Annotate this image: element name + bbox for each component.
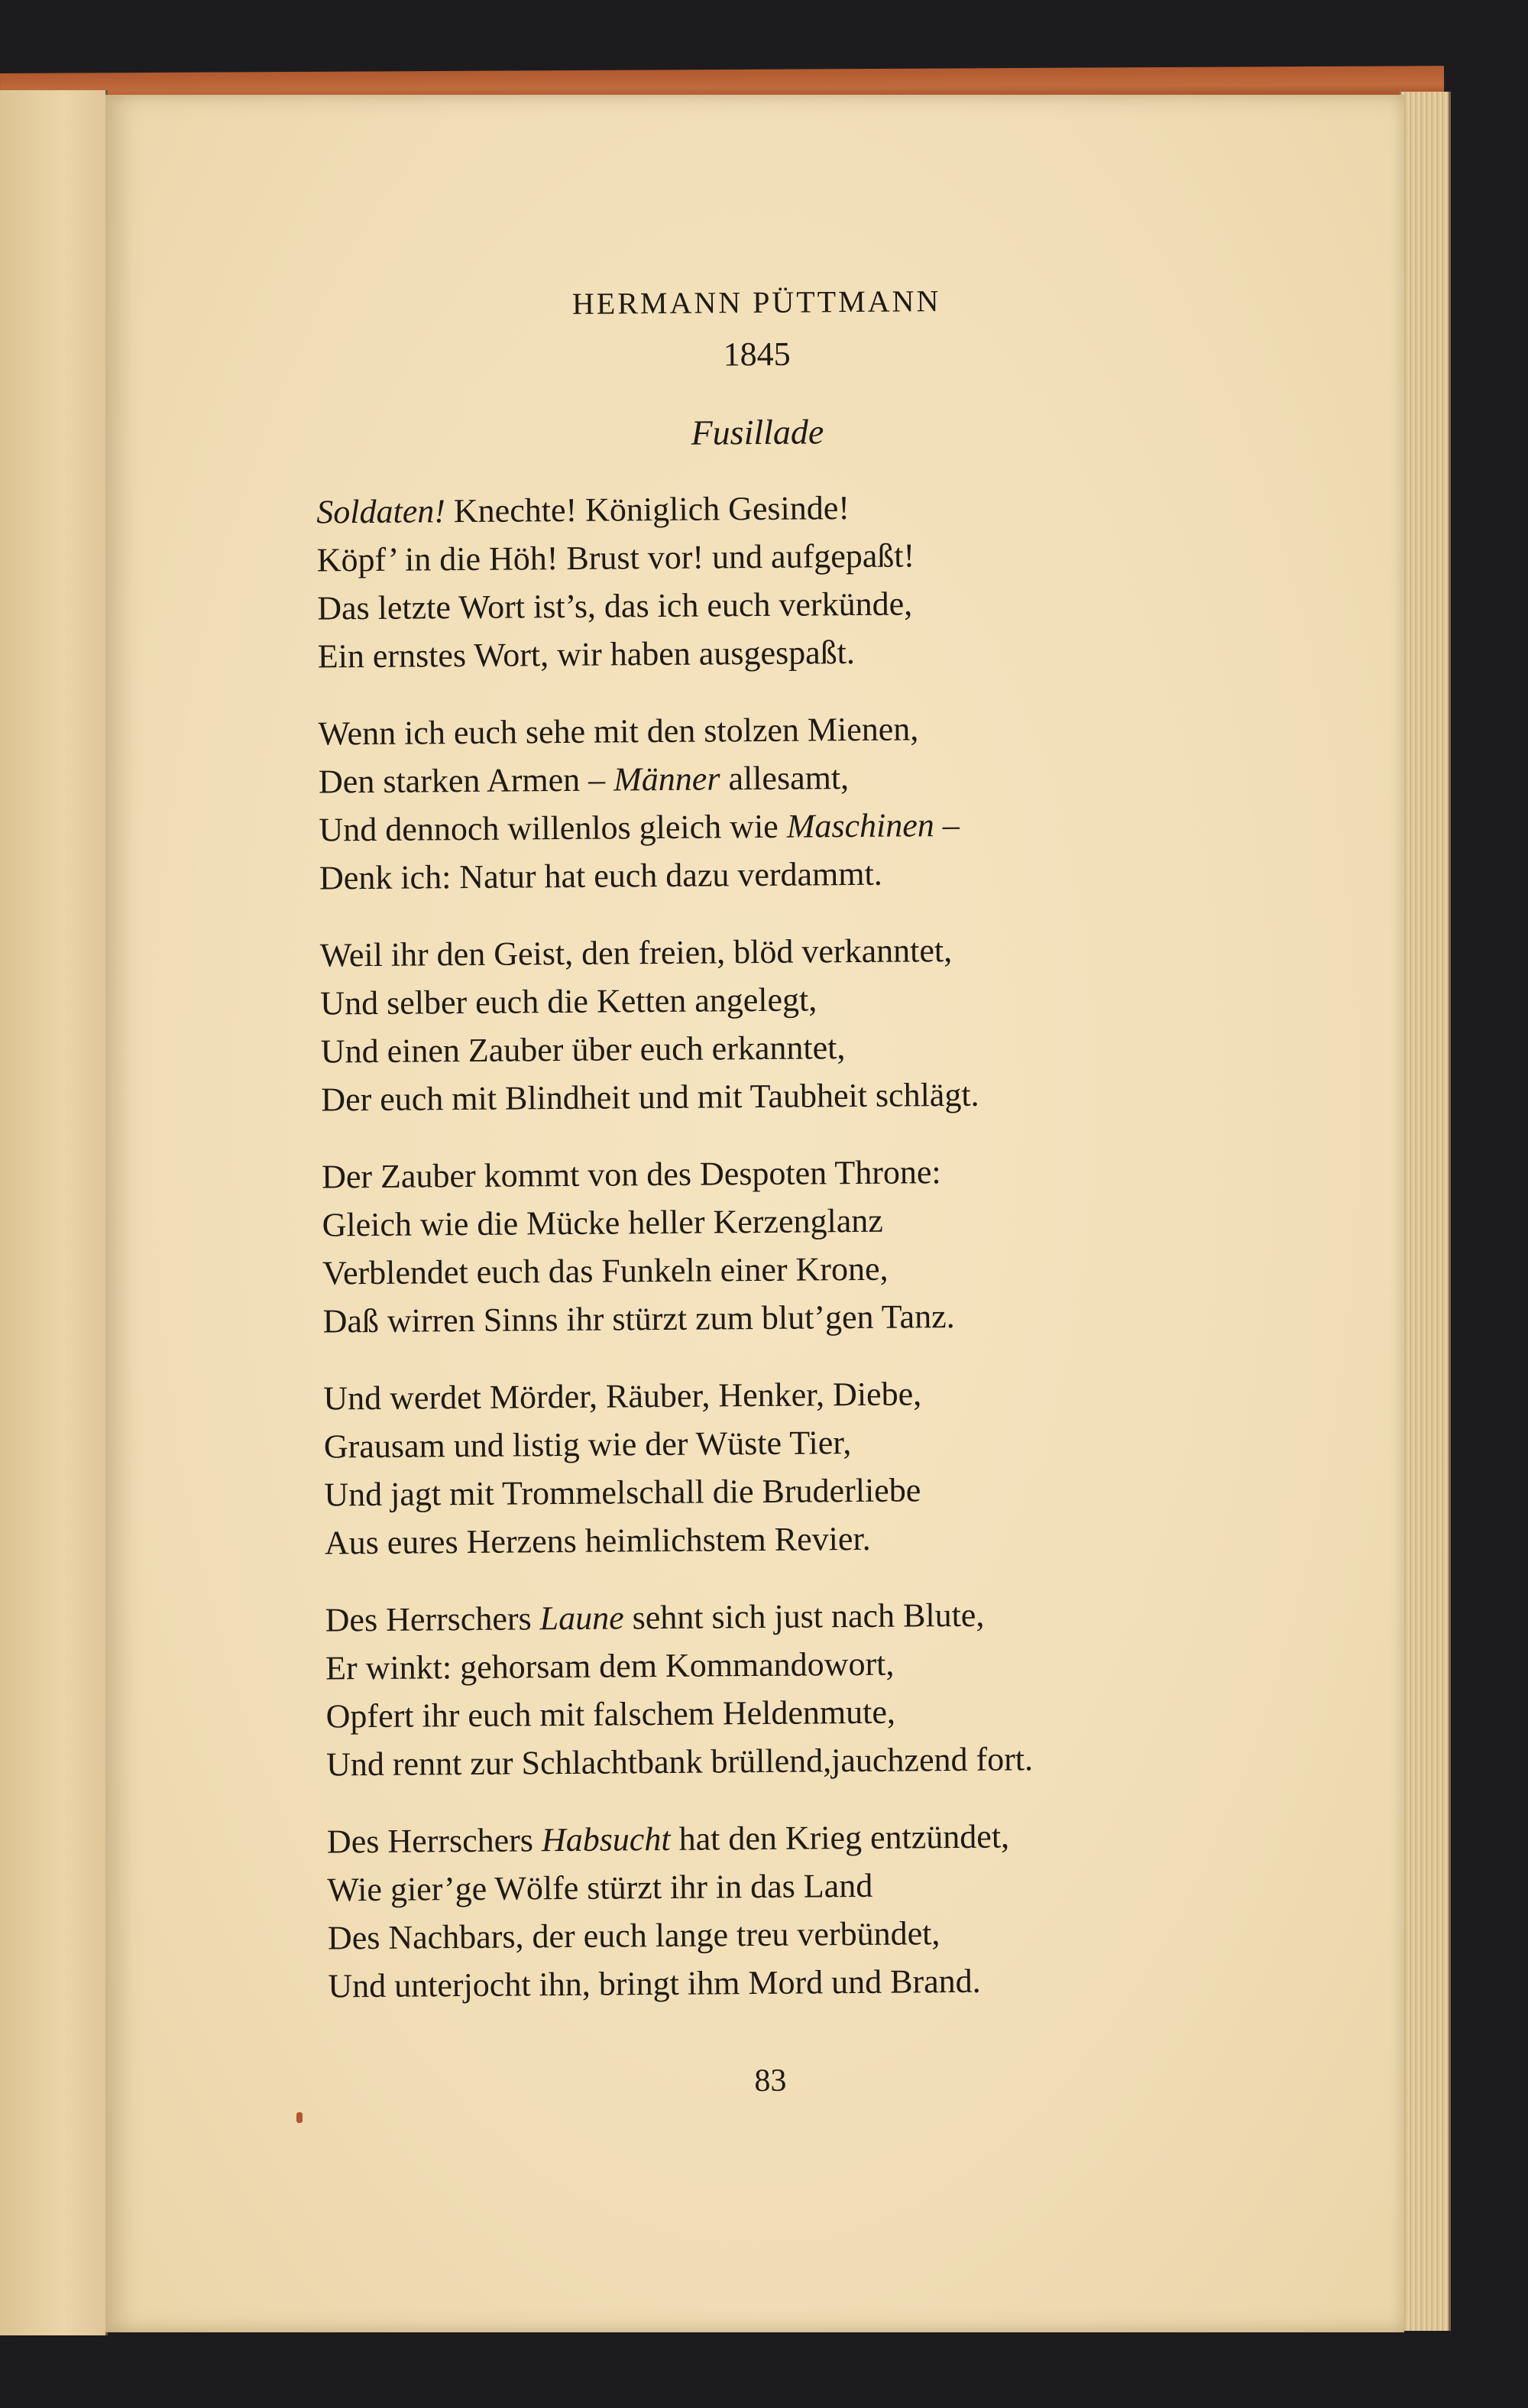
emphasized-word: Maschinen (786, 806, 934, 845)
poem-line (322, 1289, 1316, 1345)
line-text: hat den Krieg entzündet, (670, 1817, 1010, 1858)
line-text: Er winkt: gehorsam dem Kommandowort, (325, 1645, 895, 1687)
poem-body (316, 480, 1322, 2039)
poem-line (319, 846, 1313, 902)
poem-line (320, 971, 1313, 1027)
poem-line (318, 624, 1311, 680)
poem-line (320, 923, 1313, 979)
stanza (325, 1588, 1319, 1788)
line-text: allesamt, (720, 759, 850, 798)
page-text (105, 89, 1422, 2337)
line-text: Köpf’ in die Höh! Brust vor! und aufgepaßt! (316, 536, 915, 579)
poem-line (325, 1511, 1318, 1567)
poem-line (328, 1954, 1321, 2010)
stanza (327, 1810, 1322, 2010)
line-text: Des Herrschers (325, 1599, 540, 1639)
line-text: Grausam und listig wie der Wüste Tier, (323, 1424, 852, 1466)
poem-line (317, 528, 1310, 584)
line-text: sehnt sich just nach Blute, (623, 1596, 985, 1637)
poem-line (322, 1241, 1316, 1297)
poem-line (322, 1193, 1315, 1249)
line-text: Aus eures Herzens heimlichstem Revier. (324, 1519, 871, 1562)
poem-line (319, 750, 1312, 805)
line-text: Weil ihr den Geist, den freien, blöd verkanntet, (319, 932, 953, 974)
publication-year: 1845 (723, 335, 791, 374)
poem-line (328, 1906, 1321, 1962)
stanza (323, 1366, 1318, 1567)
line-text: Opfert ihr euch mit falschem Heldenmute, (325, 1693, 896, 1736)
emphasized-word: Soldaten! (316, 492, 446, 531)
line-text: Daß wirren Sinns ihr stürzt zum blut’gen Tanz. (322, 1297, 955, 1340)
poem-line (325, 1636, 1319, 1692)
poem-line (318, 702, 1311, 757)
poem-line (324, 1415, 1317, 1470)
line-text: Und einen Zauber über euch erkanntet, (320, 1029, 846, 1071)
line-text: Gleich wie die Mücke heller Kerzenglanz (322, 1201, 883, 1244)
line-text: Des Herrschers (326, 1821, 542, 1861)
poem-line (317, 576, 1310, 632)
line-text: Knechte! Königlich Gesinde! (445, 489, 850, 530)
line-text: Und dennoch willenlos gleich wie (319, 807, 787, 849)
line-text: Und werdet Mörder, Räuber, Henker, Diebe, (323, 1375, 922, 1418)
poem-line (326, 1732, 1319, 1788)
author-name: HERMANN PÜTTMANN (571, 284, 941, 321)
line-text: Und rennt zur Schlachtbank brüllend,jauchzend fort. (325, 1740, 1034, 1784)
poem-line (323, 1366, 1316, 1422)
emphasized-word: Laune (539, 1599, 624, 1638)
stanza (316, 480, 1311, 680)
poem-line (324, 1463, 1317, 1518)
page-number: 83 (754, 2063, 787, 2099)
line-text: Wenn ich euch sehe mit den stolzen Mienen, (318, 710, 919, 753)
poem-line (316, 480, 1309, 536)
line-text: Verblendet euch das Funkeln einer Krone, (322, 1249, 889, 1292)
paper-speck (296, 2112, 303, 2123)
poem-line (321, 1019, 1314, 1075)
line-text: Das letzte Wort ist’s, das ich euch verkünde, (317, 585, 913, 627)
poem-line (322, 1145, 1315, 1201)
emphasized-word: Habsucht (541, 1820, 671, 1859)
line-text: Wie gier’ge Wölfe stürzt ihr in das Land (327, 1866, 873, 1909)
line-text: Und unterjocht ihn, bringt ihm Mord und Brand. (328, 1962, 981, 2005)
emphasized-word: Männer (613, 760, 720, 799)
book-page (105, 95, 1404, 2332)
stanza (318, 702, 1313, 902)
poem-line (327, 1858, 1320, 1914)
stanza (320, 923, 1315, 1123)
line-text: – (934, 805, 960, 844)
poem-line (321, 1068, 1314, 1123)
left-page-edge (0, 90, 108, 2335)
poem-line (319, 798, 1312, 854)
line-text: Der euch mit Blindheit und mit Taubheit schlägt. (321, 1075, 979, 1119)
stanza (322, 1145, 1316, 1345)
line-text: Und selber euch die Ketten angelegt, (320, 980, 817, 1023)
line-text: Der Zauber kommt von des Despoten Throne: (321, 1153, 941, 1196)
line-text: Ein ernstes Wort, wir haben ausgespaßt. (317, 633, 856, 676)
poem-title: Fusillade (691, 412, 824, 452)
poem-line (325, 1684, 1319, 1740)
poem-line (327, 1810, 1320, 1865)
line-text: Und jagt mit Trommelschall die Bruderliebe (324, 1471, 921, 1514)
line-text: Denk ich: Natur hat euch dazu verdammt. (319, 854, 882, 897)
line-text: Des Nachbars, der euch lange treu verbündet, (327, 1914, 940, 1957)
poem-line (325, 1588, 1318, 1644)
line-text: Den starken Armen – (318, 760, 614, 801)
